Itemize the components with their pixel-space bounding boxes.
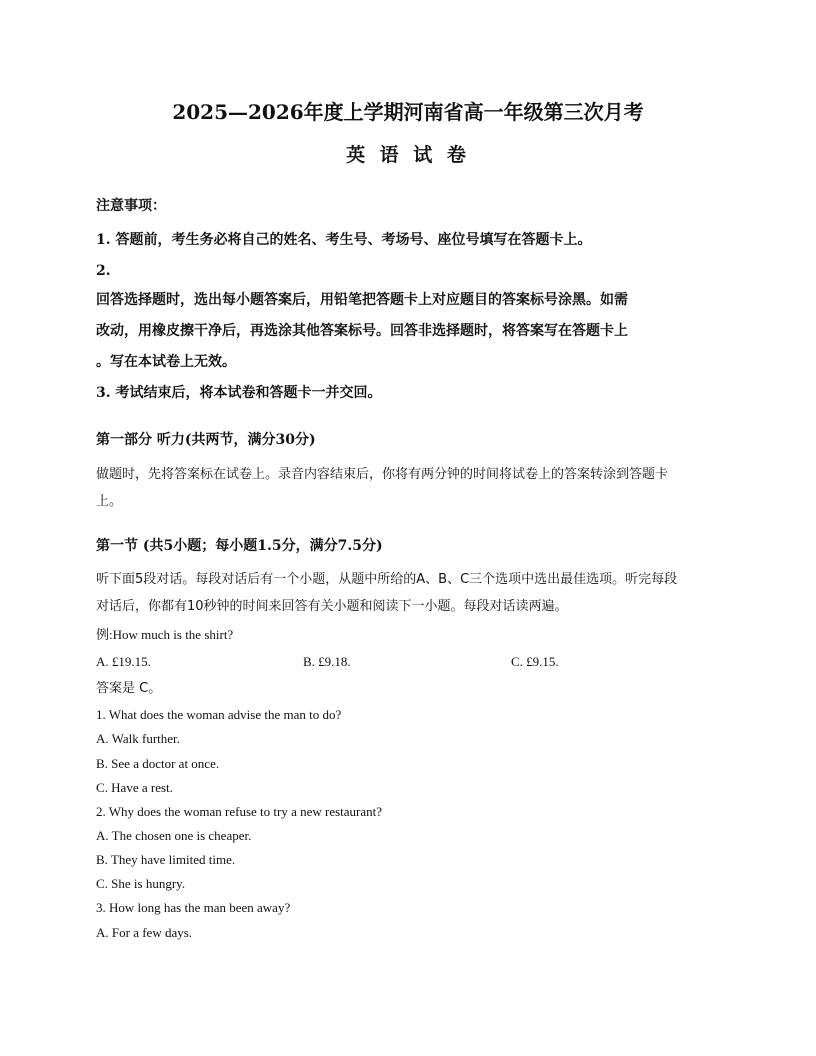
question-1-option-a: A. Walk further. bbox=[96, 731, 180, 746]
section1-instruction-line-2: 对话后，你都有10秒钟的时间来回答有关小题和阅读下一小题。每段对话读两遍。 bbox=[96, 599, 568, 614]
exam-subtitle: 英 语 试 卷 bbox=[346, 144, 470, 166]
exam-title: 2025—2026年度上学期河南省高一年级第三次月考 bbox=[172, 100, 644, 124]
example-answer: 答案是 C。 bbox=[96, 681, 162, 696]
notice-item-2-line-2: 改动，用橡皮擦干净后，再选涂其他答案标号。回答非选择题时，将答案写在答题卡上 bbox=[96, 323, 628, 339]
example-option-c: C. £9.15. bbox=[511, 654, 559, 669]
question-2-option-b: B. They have limited time. bbox=[96, 852, 236, 867]
notice-heading: 注意事项： bbox=[96, 198, 166, 214]
section1-instruction-line-1: 听下面5段对话。每段对话后有一个小题，从题中所给的A、B、C三个选项中选出最佳选项。听完每段 bbox=[96, 572, 678, 587]
part1-instruction-line-1: 做题时，先将答案标在试卷上。录音内容结束后，你将有两分钟的时间将试卷上的答案转涂到答题卡 bbox=[96, 467, 669, 482]
notice-item-3: 3. 考试结束后，将本试卷和答题卡一并交回。 bbox=[96, 385, 382, 401]
question-2: 2. Why does the woman refuse to try a new restaurant? bbox=[96, 804, 383, 819]
question-3-option-a: A. For a few days. bbox=[96, 925, 193, 940]
question-2-option-a: A. The chosen one is cheaper. bbox=[96, 828, 252, 843]
example-option-a: A. £19.15. bbox=[96, 654, 151, 669]
question-3: 3. How long has the man been away? bbox=[96, 900, 291, 915]
notice-item-2-line-3: 。写在本试卷上无效。 bbox=[96, 354, 236, 370]
section1-heading: 第一节 (共5小题；每小题1.5分，满分7.5分) bbox=[96, 538, 383, 554]
question-1: 1. What does the woman advise the man to do? bbox=[96, 707, 342, 722]
part1-instruction-line-2: 上。 bbox=[96, 494, 123, 509]
notice-item-2-line-1: 回答选择题时，选出每小题答案后，用铅笔把答题卡上对应题目的答案标号涂黑。如需 bbox=[96, 292, 628, 308]
part1-heading: 第一部分 听力(共两节，满分30分) bbox=[96, 432, 316, 448]
notice-item-1: 1. 答题前，考生务必将自己的姓名、考生号、考场号、座位号填写在答题卡上。 bbox=[96, 232, 592, 248]
notice-item-2-number: 2. bbox=[96, 263, 111, 279]
example-question: 例:How much is the shirt? bbox=[96, 627, 234, 642]
question-2-option-c: C. She is hungry. bbox=[96, 876, 186, 891]
question-1-option-b: B. See a doctor at once. bbox=[96, 756, 220, 771]
example-option-b: B. £9.18. bbox=[303, 654, 351, 669]
question-1-option-c: C. Have a rest. bbox=[96, 780, 173, 795]
